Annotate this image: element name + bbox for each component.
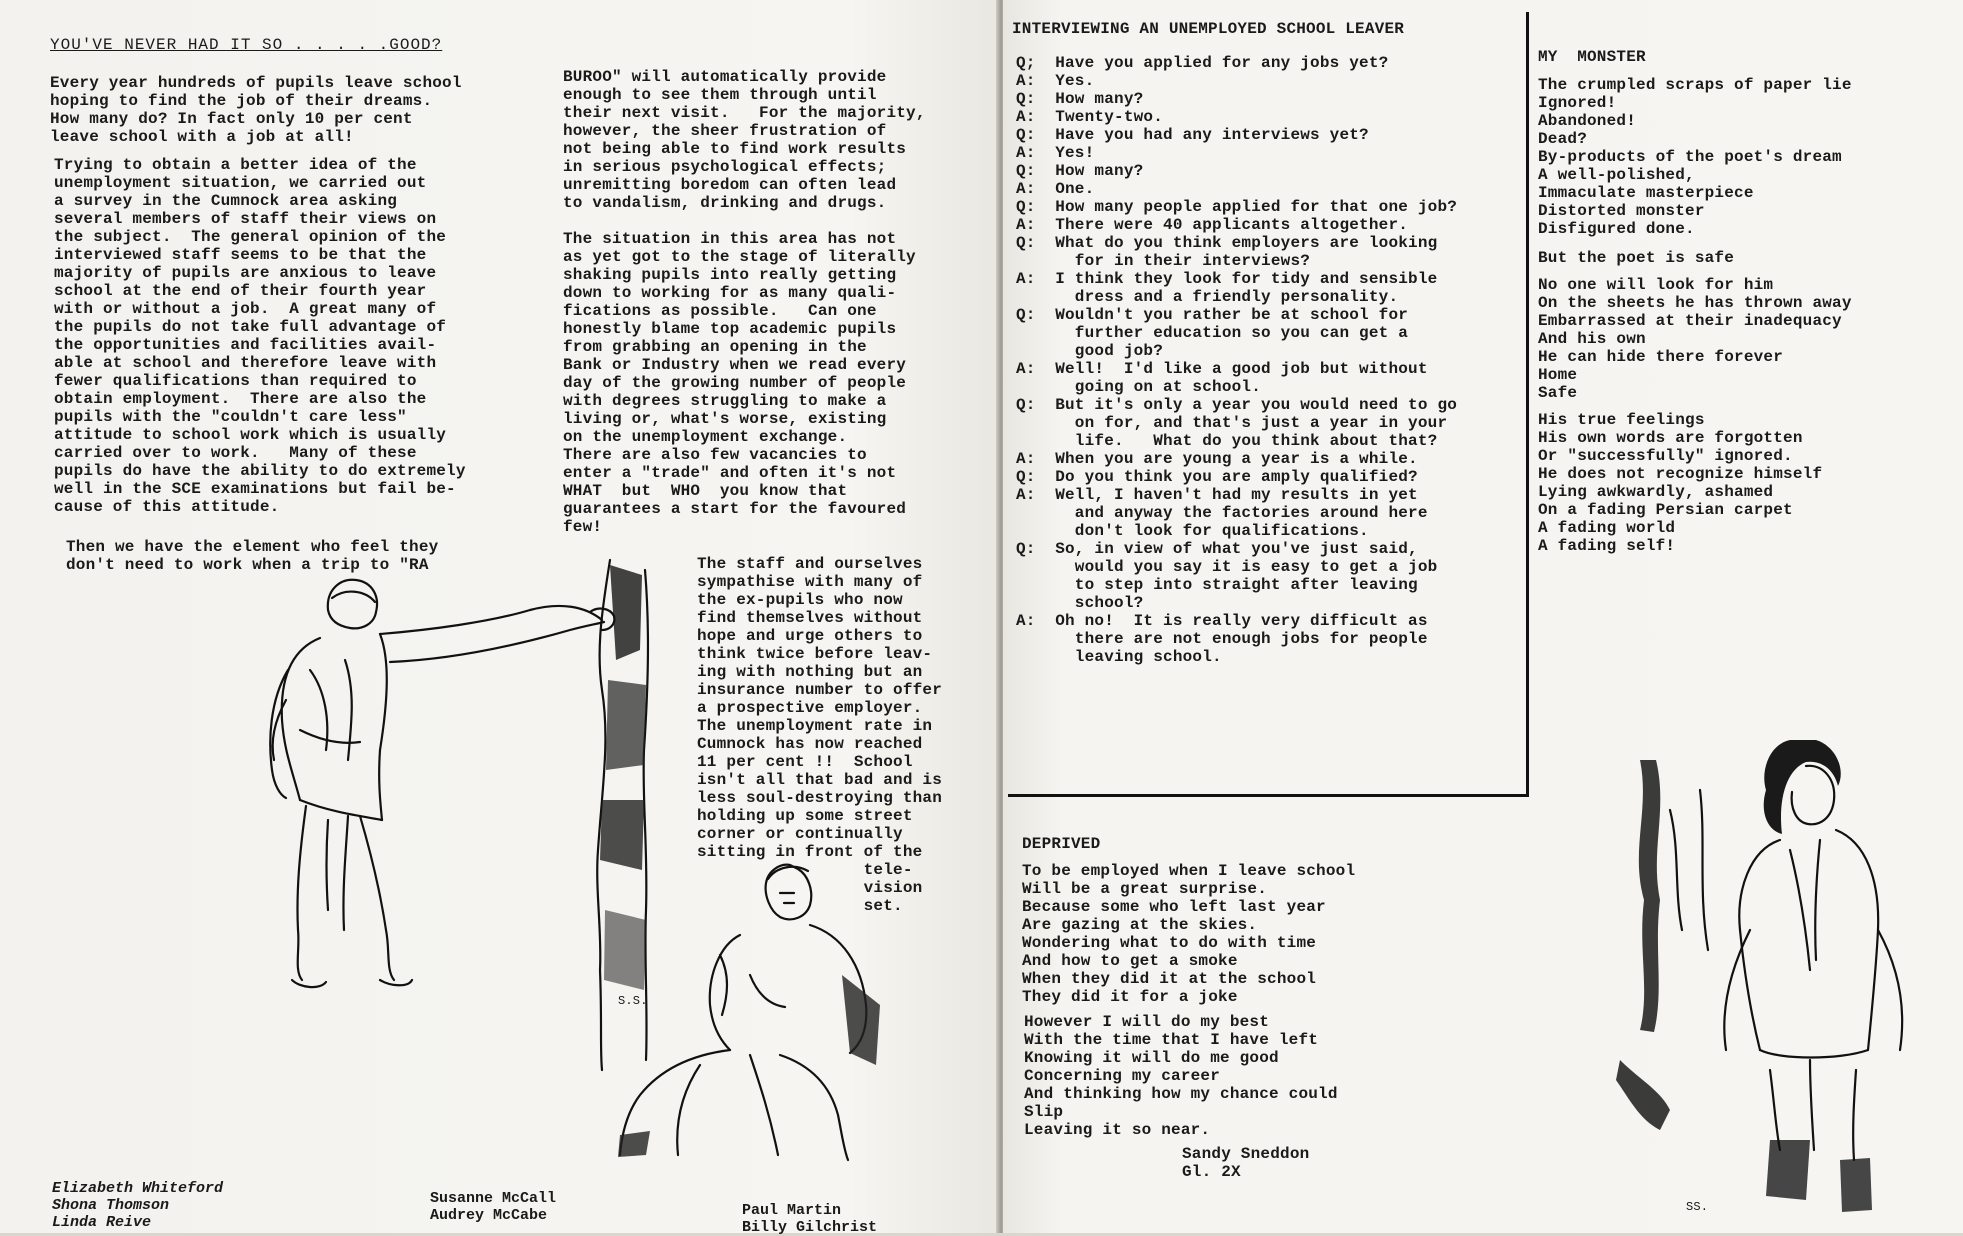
authors-group-1: Elizabeth Whiteford Shona Thomson Linda Reive	[52, 1180, 224, 1231]
artist-initials-left: S.S.	[618, 994, 648, 1008]
article-col2-para2: The situation in this area has not as yet got to the stage of literally shaking pupils into really getting down to working for as many quali- fications as possible. Can one honestly blame top academic pupils from grabbing an opening in the Bank or Industry when we read every day of the growing number of people with degrees struggling to make a living or, what's worse, existing on the unemployment exchange. There are also few vacancies to enter a "trade" and often it's not WHAT but WHO you know that guarantees a start for the favoured few!	[563, 230, 916, 536]
article-col2-para3: The staff and ourselves sympathise with many of the ex-pupils who now find themselves without hope and urge others to think twice before leav- ing with nothing but an insurance number to offer a prospective employer. The unemployment rate in Cumnock has now reached 11 per cent !! School isn't all that bad and is less soul-destroying than holding up some street corner or continually sitting in front of the tele- vision set.	[697, 555, 943, 915]
poem-deprived-title: DEPRIVED	[1022, 835, 1101, 853]
article-col2-para1: BUROO" will automatically provide enough to see them through until their next visit. For the majority, however, the sheer frustration of not being able to find work results in serious psychological effects; unremitting boredom can often lead to vandalism, drinking and drugs.	[563, 68, 926, 212]
article-col1-para1: Every year hundreds of pupils leave school hoping to find the job of their dreams. How many do? In fact only 10 per cent leave school with a job at all!	[50, 74, 462, 146]
poem-monster-title: MY MONSTER	[1538, 48, 1646, 66]
poem-deprived-stanza-1: To be employed when I leave school Will be a great surprise. Because some who left last year Are gazing at the skies. Wondering what to do with time And how to get a smoke When they did it at the school They did it for a joke	[1022, 862, 1356, 1006]
interview-text: Q; Have you applied for any jobs yet? A: Yes. Q: How many? A: Twenty-two. Q: Have you had any interviews yet? A: Yes! Q: How many? A: One. Q: How many people applied for that one job? A: There were 40 applicants altogether. Q: What do you think employers are looking for in their interviews? A: I think they look for tidy and sensible dress and a friendly personality. Q: Wouldn't you rather be at school for further education so you can get a good job? A: Well! I'd like a good job but without going on at school. Q: But it's only a year you would need to go on for, and that's just a year in your life. What do you think about that? A: When you are young a year is a while. Q: Do you think you are amply qualified? A: Well, I haven't had my results in yet and anyway the factories around here don't look for qualifications. Q: So, in view of what you've just said, would you say it is easy to get a job to step into straight after leaving school? A: Oh no! It is really very difficult as there are not enough jobs for people leaving school.	[1016, 54, 1458, 666]
illustration-seated-man	[580, 855, 910, 1165]
illustration-woman	[1610, 730, 1950, 1230]
poem-deprived-author: Sandy Sneddon Gl. 2X	[1182, 1145, 1310, 1181]
authors-group-2: Susanne McCall Audrey McCabe	[430, 1190, 557, 1224]
poem-monster-stanza-2: But the poet is safe	[1538, 249, 1735, 267]
article-title: YOU'VE NEVER HAD IT SO . . . . .GOOD?	[50, 36, 443, 54]
poem-monster-stanza-3: No one will look for him On the sheets he has thrown away Embarrassed at their inadequacy And his own He can hide there forever Home Safe	[1538, 276, 1852, 402]
poem-deprived-stanza-2: However I will do my best With the time that I have left Knowing it will do me good Concerning my career And thinking how my chance could Slip Leaving it so near.	[1024, 1013, 1338, 1139]
poem-monster-stanza-4: His true feelings His own words are forgotten Or "successfully" ignored. He does not recognize himself Lying awkwardly, ashamed On a fading Persian carpet A fading world A fading self!	[1538, 411, 1823, 555]
poem-monster-stanza-1: The crumpled scraps of paper lie Ignored! Abandoned! Dead? By-products of the poet's dream A well-polished, Immaculate masterpiece Distorted monster Disfigured done.	[1538, 76, 1852, 238]
artist-initials-right: SS.	[1686, 1200, 1709, 1214]
interview-title: INTERVIEWING AN UNEMPLOYED SCHOOL LEAVER	[1012, 20, 1405, 38]
authors-group-3: Paul Martin Billy Gilchrist	[742, 1202, 878, 1236]
article-col1-para3: Then we have the element who feel they don't need to work when a trip to "RA	[66, 538, 439, 574]
article-col1-para2: Trying to obtain a better idea of the unemployment situation, we carried out a survey in the Cumnock area asking several members of staff their views on the subject. The general opinion of the interviewed staff seems to be that the majority of pupils are anxious to leave school at the end of their fourth year with or without a job. A great many of the pupils do not take full advantage of the opportunities and facilities avail- able at school and therefore leave with fewer qualifications than required to obtain employment. There are also the pupils with the "couldn't care less" attitude to school work which is usually carried over to work. Many of these pupils do have the ability to do extremely well in the SCE examinations but fail be- cause of this attitude.	[54, 156, 466, 516]
